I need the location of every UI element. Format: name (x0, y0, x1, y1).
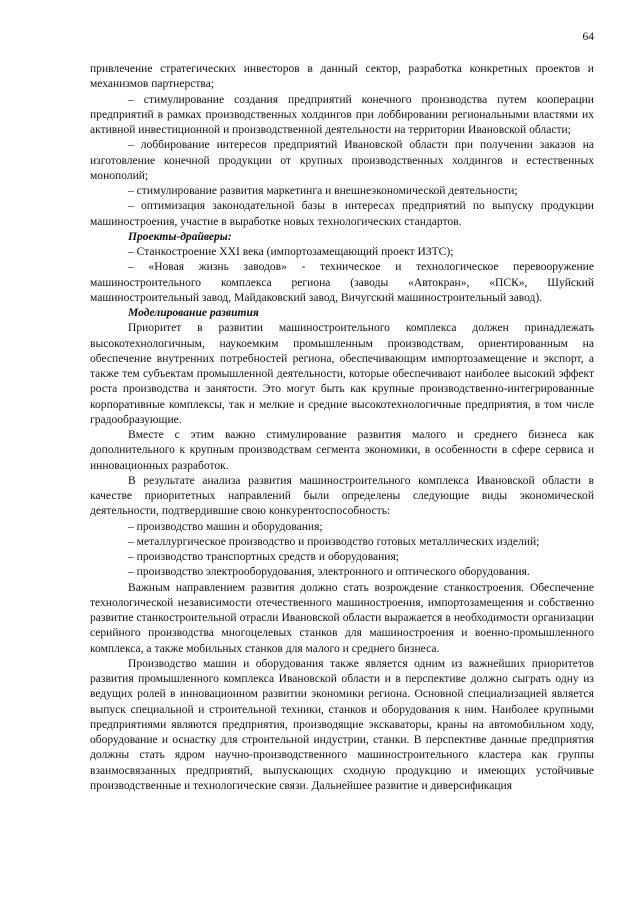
body-paragraph: – стимулирование развития маркетинга и внешнеэкономической деятельности; (128, 185, 518, 197)
body-paragraph: В результате анализа развития машиностроительного комплекса Ивановской области в качестве приоритетных направлений были определены следующие виды экономической деятельности, подтвердившие свою конкурентоспособность: (90, 474, 594, 518)
section-heading: Проекты-драйверы: (128, 230, 232, 243)
body-paragraph: – производство машин и оборудования; (128, 520, 323, 533)
body-paragraph: Важным направлением развития должно стать возрождение станкостроения. Обеспечение технологической независимости отечественного машиностроения, импортозамещения и собственно развитие станкостроительной отрасли Ивановской области выражается в необходимости организации серийного производства многоцелевых станков для машиностроения и военно-промышленного комплекса, а также мобильных станков для малого и среднего бизнеса. (90, 581, 594, 655)
body-paragraph: – производство транспортных средств и оборудования; (128, 551, 399, 563)
body-paragraph: – металлургическое производство и производство готовых металлических изделий; (128, 535, 540, 548)
body-paragraph: – производство электрооборудования, электронного и оптического оборудования. (128, 566, 530, 579)
body-paragraph: – лоббирование интересов предприятий Ивановской области при получении заказов на изготовление конечной продукции от крупных производственных холдингов и естественных монополий; (90, 139, 594, 182)
page-number: 64 (582, 31, 594, 43)
document-page (90, 30, 594, 794)
body-paragraph: – Станкостроение XXI века (импортозамещающий проект ИЗТС); (128, 246, 454, 258)
section-heading: Моделирование развития (128, 307, 259, 319)
document-body (90, 62, 594, 794)
body-paragraph: Вместе с этим важно стимулирование развития малого и среднего бизнеса как дополнительного к крупным производствам сегмента экономики, в особенности в сфере сервиса и инновационных разработок. (90, 429, 594, 472)
body-paragraph: – оптимизация законодательной базы в интересах предприятий по выпуску продукции машиностроения, участие в выработке новых технологических стандартов. (90, 200, 594, 228)
body-paragraph: – «Новая жизнь заводов» - техническое и технологическое перевооружение машиностроительного комплекса региона (заводы «Автокран», «ПСК», Шуйский машиностроительный завод, Майдаковский завод, Вичугский машиностроительный завод). (90, 261, 594, 304)
body-paragraph: Производство машин и оборудования также является одним из важнейших приоритетов развития промышленного комплекса Ивановской области и в перспективе должно сыграть одну из ведущих ролей в инновационном развитии экономики региона. Основной специализацией является выпуск специальной и строительной техники, станков и оборудования к ним. Наиболее крупными предприятиями являются предприятия, производящие экскаваторы, краны на автомобильном ходу, оборудование и оснастку для строительной индустрии, станки. В перспективе данные предприятия должны стать ядром научно-производственного машиностроительного кластера как группы взаимосвязанных предприятий, выпускающих сходную продукцию и имеющих устойчивые производственные и технологические связи. Дальнейшее развитие и диверсификация (90, 657, 594, 792)
body-paragraph: привлечение стратегических инвесторов в данный сектор, разработка конкретных проектов и механизмов партнерства; (90, 63, 594, 91)
body-paragraph: – стимулирование создания предприятий конечного производства путем кооперации предприятий в рамках производственных холдингов при лоббировании региональными властями их активной инвестиционной и производственной деятельности на территории Ивановской области; (90, 93, 594, 136)
body-paragraph: Приоритет в развитии машиностроительного комплекса должен принадлежать высокотехнологичным, наукоемким промышленным производствам, ориентированным на обеспечение внутренних потребностей региона, обеспечивающим импортозамещение и экспорт, а также тем субъектам промышленной деятельности, которые обеспечивают наиболее высокий эффект роста производства и занятости. Это могут быть как крупные производственно-интегрированные корпоративные комплексы, так и мелкие и средние высокотехнологичные предприятия, в том числе градообразующие. (90, 322, 594, 426)
